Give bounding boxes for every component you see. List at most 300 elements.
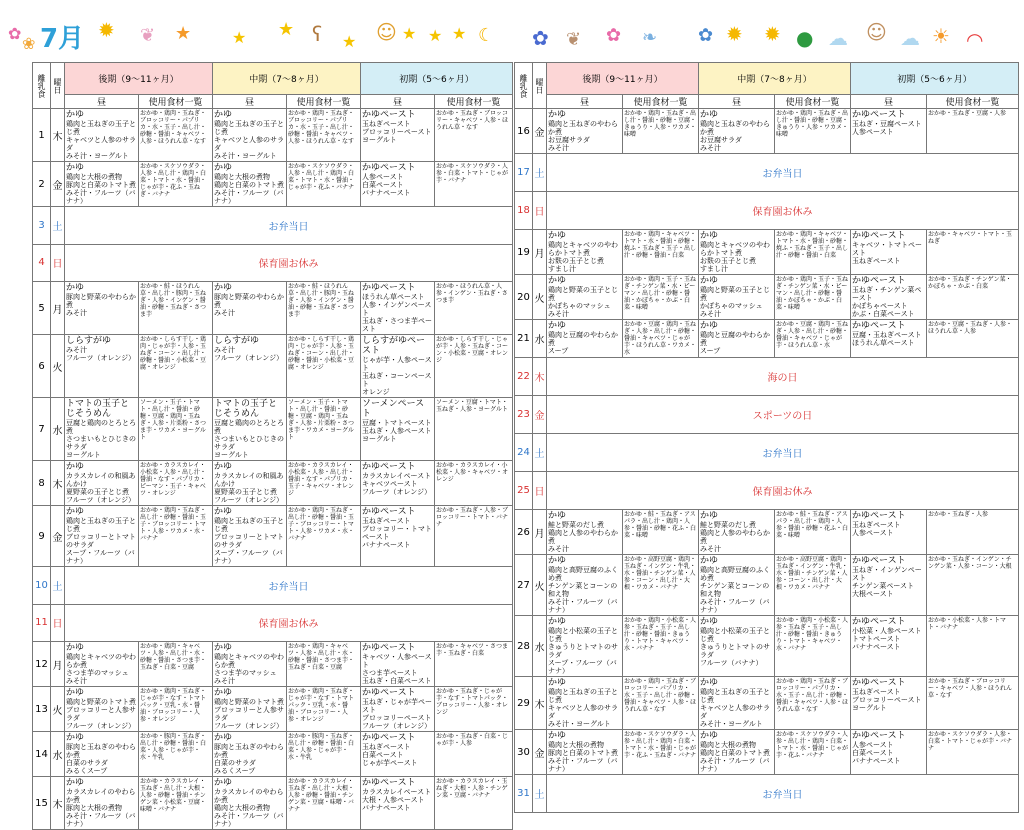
col-header-ingredients: 使用食材一覧 xyxy=(139,95,213,109)
ingredients-late: おかゆ・鶏肉・玉ねぎ・ブロッコリー・パプリカ・水・玉子・出し汁・砂糖・醤油・キャベツ・人参・ほうれん草・なす xyxy=(623,677,699,730)
col-header-ingredients: 使用食材一覧 xyxy=(775,95,851,109)
menu-item: 鶏肉と高野豆腐のふくめ煮 xyxy=(700,566,770,582)
menu-item: きゅうりとトマトのサラダ xyxy=(700,643,770,659)
ingredients-early: おかゆ・ほうれん草・人参・インゲン・玉ねぎ・さつま芋 xyxy=(435,282,513,335)
star-icon: ★ xyxy=(428,26,443,45)
rabbit-icon: ❦ xyxy=(140,25,156,46)
menu-item: キャベツと人参のサラダ xyxy=(548,704,618,720)
ingredients-late: ソーメン・玉子・トマト・出し汁・醤油・砂糖・豆腐・鶏肉・玉ねぎ・人参・片栗粉・さつま芋・ワカメ・ヨーグルト xyxy=(139,398,213,461)
menu-item: キャベツペースト xyxy=(362,480,418,488)
special-day-label: スポーツの日 xyxy=(547,396,1019,434)
col-header-late: 後期（9〜11ヶ月） xyxy=(65,63,213,95)
ingredients-early: おかゆ・小松菜・人参・トマト・バナナ xyxy=(927,616,1019,677)
menu-item: さつま芋のマッシュ xyxy=(214,669,277,677)
menu-item: かゆ xyxy=(700,231,719,241)
menu-item: みそ汁・フルーツ（バナナ） xyxy=(214,189,284,205)
menu-item: しらすがゆペースト xyxy=(362,336,426,356)
menu-item: ブロッコリーペースト xyxy=(362,714,432,722)
flower-icon: ✿ xyxy=(698,25,714,46)
weekday: 金 xyxy=(533,730,547,775)
menu-item: かゆ xyxy=(66,283,85,293)
lunch-menu-late xyxy=(547,275,623,320)
menu-item: かゆペースト xyxy=(852,678,906,688)
table-row xyxy=(515,192,1019,230)
ingredients-late: おかゆ・しらす干し・鶏肉・じゃが芋・人参・玉ねぎ・コーン・出し汁・砂糖・醤油・小松菜・豆腐・オレンジ xyxy=(139,335,213,398)
menu-item: 鶏肉と玉ねぎの玉子とじ煮 xyxy=(66,120,136,136)
menu-item: しらすがゆ xyxy=(214,336,260,346)
menu-item: かゆ xyxy=(700,556,719,566)
menu-item: カラスカレイの和風あんかけ xyxy=(66,472,136,488)
weekday: 土 xyxy=(533,434,547,472)
menu-item: みそ汁・フルーツ（バナナ） xyxy=(214,812,284,828)
weekday: 月 xyxy=(51,282,65,335)
col-header-mid: 中期（7〜8ヶ月） xyxy=(699,63,851,95)
menu-item: みそ汁 xyxy=(548,144,569,152)
menu-item: お麩の玉子とじ煮 xyxy=(700,257,756,265)
ingredients-early: おかゆ・玉ねぎ・チンゲン菜・かぼちゃ・かぶ・白菜 xyxy=(927,275,1019,320)
col-header-ingredients: 使用食材一覧 xyxy=(435,95,513,109)
menu-item: 玉ねぎ・豆腐ペースト xyxy=(852,120,922,128)
menu-item: かゆ xyxy=(214,507,233,517)
menu-item: みそ汁 xyxy=(700,545,721,553)
menu-item: 白菜ペースト xyxy=(362,751,404,759)
table-row xyxy=(33,282,513,335)
ingredients-late: おかゆ・鮭・ほうれん草・出し汁・豚肉・玉ねぎ・人参・インゲン・醤油・砂糖・玉ねぎ・さつま芋 xyxy=(139,282,213,335)
menu-item: 鶏肉と野菜のトマト煮 xyxy=(214,698,284,706)
menu-item: バナナペースト xyxy=(362,189,411,197)
table-row xyxy=(33,642,513,687)
menu-item: 豆腐・トマトペースト xyxy=(362,419,432,427)
day-number: 9 xyxy=(33,506,51,567)
menu-table-right xyxy=(514,62,1019,813)
weekday: 土 xyxy=(533,775,547,813)
menu-item: 豚肉と大根の煮物 xyxy=(66,804,122,812)
menu-item: チンゲン菜ペースト xyxy=(852,582,915,590)
lunch-menu-early xyxy=(361,506,435,567)
lunch-menu-mid xyxy=(699,320,775,358)
ingredients-mid: おかゆ・鶏肉・キャベツ・人参・出し汁・水・砂糖・醤油・さつま芋・玉ねぎ・白菜・豆腐 xyxy=(287,642,361,687)
menu-item: 白菜のサラダ xyxy=(214,759,256,767)
table-row xyxy=(515,358,1019,396)
ingredients-mid: おかゆ・しらす干し・鶏肉・じゃが芋・人参・玉ねぎ・コーン・出し汁・砂糖・醤油・小松菜・豆腐・オレンジ xyxy=(287,335,361,398)
ingredients-early: おかゆ・しらす干し・じゃが芋・人参・玉ねぎ・コーン・小松菜・豆腐・オレンジ xyxy=(435,335,513,398)
menu-item: みそ汁 xyxy=(548,545,569,553)
menu-item: かゆ xyxy=(548,617,567,627)
menu-item: みそ汁・フルーツ（バナナ） xyxy=(66,189,136,205)
col-header-day: 離乳食 xyxy=(33,63,51,109)
menu-item: チンゲン菜とコーンの和え物 xyxy=(548,582,618,598)
lunch-menu-mid xyxy=(213,461,287,506)
cloud-icon: ☁ xyxy=(900,26,920,50)
col-header-lunch: 昼 xyxy=(547,95,623,109)
lunch-menu-early xyxy=(851,677,927,730)
menu-item: 鶏肉と玉ねぎの玉子とじ煮 xyxy=(214,120,284,136)
menu-item: 鶏肉と玉ねぎの玉子とじ煮 xyxy=(700,688,770,704)
lunch-menu-mid xyxy=(699,730,775,775)
table-row xyxy=(33,567,513,605)
menu-item: 玉ねぎペースト xyxy=(362,120,411,128)
menu-item: ほうれん草ペースト xyxy=(362,293,425,301)
col-header-late: 後期（9〜11ヶ月） xyxy=(547,63,699,95)
menu-item: 豚肉と野菜のやわらか煮 xyxy=(66,293,136,309)
day-number: 19 xyxy=(515,230,533,275)
table-row xyxy=(33,687,513,732)
ingredients-late: おかゆ・鶏肉・キャベツ・人参・出し汁・水・砂糖・醤油・さつま芋・玉ねぎ・白菜・豆腐 xyxy=(139,642,213,687)
menu-item: 玉ねぎペースト xyxy=(852,521,901,529)
cloud-icon: ☁ xyxy=(828,26,848,50)
ingredients-early: おかゆ・玉ねぎ・じゃが芋・なす・トマトパック・ブロッコリー・人参・オレンジ xyxy=(435,687,513,732)
menu-item: 豚肉と白菜のトマト煮 xyxy=(66,181,136,189)
menu-item: 鶏肉と野菜の玉子とじ煮 xyxy=(548,286,618,302)
header-banner xyxy=(0,0,1024,62)
menu-item: トマトの玉子とじそうめん xyxy=(66,399,130,419)
menu-item: じゃが芋・人参ペースト xyxy=(362,356,432,372)
weekday: 土 xyxy=(51,207,65,245)
lunch-menu-mid xyxy=(213,506,287,567)
menu-item: 玉ねぎ・じゃが芋ペースト xyxy=(362,698,433,714)
menu-item: オレンジ xyxy=(362,388,390,396)
menu-item: 鶏肉とキャベツのやわらか煮 xyxy=(214,653,284,669)
ingredients-early: おかゆ・キャベツ・トマト・玉ねぎ xyxy=(927,230,1019,275)
lunch-menu-late xyxy=(65,506,139,567)
menu-item: かゆペースト xyxy=(852,110,906,120)
menu-item: 鶏肉と豆腐のやわらか煮 xyxy=(548,331,618,347)
ingredients-late: おかゆ・鶏肉・玉子・玉ねぎ・チンゲン菜・水・ピーマン・出し汁・砂糖・醤油・かぼちゃ・かぶ・白菜・味噌 xyxy=(623,275,699,320)
lunch-menu-late xyxy=(65,109,139,162)
menu-item: みそ汁 xyxy=(214,346,235,354)
menu-table-left xyxy=(32,62,513,830)
weekday: 木 xyxy=(51,777,65,830)
ingredients-late: おかゆ・カラスカレイ・玉ねぎ・出し汁・大根・人参・砂糖・醤油・チンゲン菜・小松菜・豆腐・味噌・バナナ xyxy=(139,777,213,830)
lunch-menu-late xyxy=(65,777,139,830)
menu-item: キャベツ・人参ペースト xyxy=(362,653,432,669)
menu-item: かゆ xyxy=(700,678,719,688)
menu-item: みそ汁・フルーツ（バナナ） xyxy=(548,598,618,614)
col-header-lunch: 昼 xyxy=(699,95,775,109)
menu-item: 鶏肉とキャベツのやわらかトマト煮 xyxy=(700,241,770,257)
day-number: 2 xyxy=(33,162,51,207)
lunch-menu-early xyxy=(851,510,927,555)
lunch-menu-late xyxy=(547,730,623,775)
menu-item: 小松菜・人参ペースト xyxy=(852,627,922,635)
menu-item: バナナペースト xyxy=(852,757,901,765)
menu-item: カラスカレイの和風あんかけ xyxy=(214,472,284,488)
ingredients-mid: おかゆ・鮭・ほうれん草・出し汁・豚肉・玉ねぎ・人参・インゲン・醤油・砂糖・玉ねぎ・さつま芋 xyxy=(287,282,361,335)
menu-item: トマトの玉子とじそうめん xyxy=(214,399,278,419)
special-day-label: お弁当日 xyxy=(65,207,513,245)
menu-item: かゆペースト xyxy=(362,283,416,293)
ingredients-late: おかゆ・鶏肉・玉ねぎ・じゃが芋・なす・トマトパック・豆乳・水・醤油・ブロッコリー・人参・オレンジ xyxy=(139,687,213,732)
menu-item: ブロッコリーと人参サラダ xyxy=(66,706,136,722)
menu-item: みるくスープ xyxy=(214,767,256,775)
lunch-menu-late xyxy=(547,616,623,677)
day-number: 12 xyxy=(33,642,51,687)
star-icon: ★ xyxy=(402,24,417,43)
shooting-star-icon: ★ xyxy=(175,23,192,44)
day-number: 7 xyxy=(33,398,51,461)
menu-item: 白菜ペースト xyxy=(362,181,404,189)
menu-item: 豆腐・玉ねぎペースト xyxy=(852,331,922,339)
lunch-menu-mid xyxy=(699,109,775,154)
menu-item: 人参ペースト xyxy=(852,741,894,749)
ingredients-early: おかゆ・玉ねぎ・豆腐・人参 xyxy=(927,109,1019,154)
menu-item: かゆペースト xyxy=(362,507,416,517)
lunch-menu-mid xyxy=(213,109,287,162)
table-row xyxy=(515,677,1019,730)
menu-item: 玉ねぎペースト xyxy=(852,688,901,696)
menu-item: かゆ xyxy=(548,678,567,688)
day-number: 21 xyxy=(515,320,533,358)
lunch-menu-late xyxy=(547,555,623,616)
menu-item: しらすがゆ xyxy=(66,336,112,346)
menu-item: ブロッコリーとトマトのサラダ xyxy=(214,533,284,549)
menu-item: 鶏肉と玉ねぎの玉子とじ煮 xyxy=(548,688,618,704)
menu-item: かぼちゃのマッシュ xyxy=(700,302,763,310)
col-header-early: 初期（5〜6ヶ月） xyxy=(361,63,513,95)
flower-icon: ✿ xyxy=(606,25,622,46)
day-number: 22 xyxy=(515,358,533,396)
menu-item: かゆペースト xyxy=(852,511,906,521)
ingredients-late: おかゆ・スケソウダラ・人参・出し汁・鶏肉・白菜・トマト・水・醤油・じゃが芋・花ふ・玉ねぎ・バナナ xyxy=(623,730,699,775)
menu-item: スープ・フルーツ（バナナ） xyxy=(66,549,135,565)
menu-item: カラスカレイのやわらか煮 xyxy=(66,788,136,804)
menu-item: かゆペースト xyxy=(362,688,416,698)
lunch-menu-late xyxy=(65,335,139,398)
menu-item: 鶏肉と玉ねぎの玉子とじ煮 xyxy=(214,517,284,533)
weekday: 水 xyxy=(533,616,547,677)
menu-item: かゆ xyxy=(66,733,85,743)
table-row xyxy=(515,275,1019,320)
menu-item: ヨーグルト xyxy=(362,435,397,443)
star-icon: ★ xyxy=(452,24,467,43)
menu-item: 玉ねぎ・人参ペースト xyxy=(362,427,432,435)
weekday: 火 xyxy=(533,555,547,616)
day-number: 8 xyxy=(33,461,51,506)
menu-item: バナナペースト xyxy=(362,804,411,812)
col-header-mid: 中期（7〜8ヶ月） xyxy=(213,63,361,95)
weekday: 土 xyxy=(533,154,547,192)
ingredients-early: おかゆ・玉ねぎ・ブロッコリー・キャベツ・人参・ほうれん草・なす xyxy=(435,109,513,162)
menu-item: 鶏肉と小松菜の玉子とじ煮 xyxy=(700,627,770,643)
day-number: 1 xyxy=(33,109,51,162)
ingredients-early: ソーメン・豆腐・トマト・玉ねぎ・人参・ヨーグルト xyxy=(435,398,513,461)
day-number: 17 xyxy=(515,154,533,192)
table-row xyxy=(33,244,513,282)
ingredients-mid: おかゆ・鮭・玉ねぎ・アスパラ・出し汁・鶏肉・人参・醤油・砂糖・花ふ・白菜・味噌 xyxy=(775,510,851,555)
weekday: 火 xyxy=(51,687,65,732)
menu-item: かゆ xyxy=(548,321,567,331)
day-number: 15 xyxy=(33,777,51,830)
table-row xyxy=(33,732,513,777)
menu-item: フルーツ（オレンジ） xyxy=(66,354,136,362)
lunch-menu-late xyxy=(547,510,623,555)
lunch-menu-early xyxy=(851,109,927,154)
lunch-menu-mid xyxy=(213,162,287,207)
menu-item: カラスカレイペースト xyxy=(362,472,432,480)
menu-item: かゆ xyxy=(548,556,567,566)
menu-item: トマトペースト xyxy=(852,635,901,643)
menu-item: キャベツ・トマトペースト xyxy=(852,241,923,257)
col-header-day: 離乳食 xyxy=(515,63,533,109)
ingredients-early: おかゆ・玉ねぎ・白菜・じゃが芋・人参 xyxy=(435,732,513,777)
weekday: 火 xyxy=(51,335,65,398)
table-row xyxy=(33,506,513,567)
weekday: 日 xyxy=(533,192,547,230)
ingredients-early: おかゆ・玉ねぎ・インゲン・チンゲン菜・人参・コーン・大根 xyxy=(927,555,1019,616)
bear-icon: ʕ xyxy=(312,22,323,46)
table-row xyxy=(33,335,513,398)
ingredients-late: おかゆ・鶏肉・玉ねぎ・ブロッコリー・パプリカ・水・玉子・出し汁・砂糖・醤油・キャベツ・人参・ほうれん草・なす xyxy=(139,109,213,162)
special-day-label: お弁当日 xyxy=(547,154,1019,192)
table-row xyxy=(515,555,1019,616)
menu-item: チンゲン菜とコーンの和え物 xyxy=(700,582,770,598)
col-header-lunch: 昼 xyxy=(851,95,927,109)
ingredients-late: おかゆ・豆腐・鶏肉・玉ねぎ・人参・出し汁・砂糖・醤油・キャベツ・じゃが芋・ほうれん草・ワカメ・水 xyxy=(623,320,699,358)
lunch-menu-late xyxy=(65,461,139,506)
weekday: 日 xyxy=(51,604,65,642)
menu-item: フルーツ（オレンジ） xyxy=(66,722,136,730)
table-row xyxy=(515,230,1019,275)
menu-item: みそ汁・ヨーグルト xyxy=(548,720,611,728)
menu-item: かゆペースト xyxy=(852,731,906,741)
lunch-menu-mid xyxy=(699,230,775,275)
weekday: 火 xyxy=(533,275,547,320)
lunch-menu-mid xyxy=(213,398,287,461)
lunch-menu-late xyxy=(547,677,623,730)
menu-item: かゆ xyxy=(548,231,567,241)
table-row xyxy=(33,461,513,506)
menu-item: 玉ねぎ・インゲンペースト xyxy=(852,566,922,582)
menu-item: 人参・インゲンペースト xyxy=(362,301,432,317)
lunch-menu-early xyxy=(361,732,435,777)
menu-item: 玉ねぎ・チンゲン菜ペースト xyxy=(852,286,922,302)
menu-item: かゆ xyxy=(66,643,85,653)
ingredients-late: おかゆ・カラスカレイ・小松菜・人参・出し汁・醤油・なす・パプリカ・ピーマン・玉子・キャベツ・オレンジ xyxy=(139,461,213,506)
lunch-menu-late xyxy=(65,642,139,687)
menu-item: ヨーグルト xyxy=(66,451,101,459)
lunch-menu-early xyxy=(851,555,927,616)
ingredients-mid: おかゆ・鶏肉・玉ねぎ・出し汁・醤油・砂糖・豆腐・きゅうり・人参・ワカメ・味噌 xyxy=(775,109,851,154)
menu-item: みそ汁 xyxy=(214,677,235,685)
menu-item: みそ汁 xyxy=(700,144,721,152)
menu-item: かゆ xyxy=(214,283,233,293)
table-row xyxy=(515,730,1019,775)
flower-icon: ✿ xyxy=(8,24,22,43)
menu-item: キャベツと人参のサラダ xyxy=(66,136,136,152)
lunch-menu-early xyxy=(851,616,927,677)
ingredients-late: おかゆ・豚肉・玉ねぎ・出し汁・砂糖・醤油・白菜・人参・じゃが芋・水・牛乳 xyxy=(139,732,213,777)
menu-item: フルーツ（オレンジ） xyxy=(214,354,284,362)
menu-item: 人参ペースト xyxy=(852,128,894,136)
special-day-label: 保育園お休み xyxy=(65,604,513,642)
menu-item: 鶏肉と玉ねぎのやわらか煮 xyxy=(700,120,770,136)
menu-item: かゆペースト xyxy=(852,556,906,566)
menu-item: みそ汁・ヨーグルト xyxy=(700,720,763,728)
menu-item: 豚肉と野菜のやわらか煮 xyxy=(214,293,284,309)
menu-item: かゆ xyxy=(700,276,719,286)
menu-item: 鶏肉とキャベツのやわらかトマト煮 xyxy=(548,241,618,257)
menu-item: みそ汁 xyxy=(700,310,721,318)
menu-item: 大根ペースト xyxy=(852,590,894,598)
menu-item: 鶏肉と高野豆腐のふくめ煮 xyxy=(548,566,618,582)
menu-item: ブロッコリーペースト xyxy=(362,128,432,136)
bird-icon: ❧ xyxy=(642,27,658,48)
ingredients-early: おかゆ・玉ねぎ・人参 xyxy=(927,510,1019,555)
menu-item: フルーツ（オレンジ） xyxy=(362,722,432,730)
menu-item: フルーツ（オレンジ） xyxy=(214,722,284,730)
menu-item: キャベツと人参のサラダ xyxy=(700,704,770,720)
weekday: 木 xyxy=(51,461,65,506)
menu-item: みそ汁 xyxy=(66,677,87,685)
menu-item: 鮭と野菜のだし煮 xyxy=(548,521,604,529)
ingredients-early: おかゆ・カラスカレイ・玉ねぎ・大根・人参・チンゲン菜・豆腐・バナナ xyxy=(435,777,513,830)
lunch-menu-mid xyxy=(213,282,287,335)
col-header-ingredients: 使用食材一覧 xyxy=(287,95,361,109)
ingredients-mid: おかゆ・スケソウダラ・人参・出し汁・鶏肉・白菜・トマト・水・醤油・じゃが芋・花ふ・バナナ xyxy=(287,162,361,207)
ingredients-mid: おかゆ・鶏肉・玉ねぎ・ブロッコリー・パプリカ・水・玉子・出し汁・砂糖・醤油・キャベツ・人参・ほうれん草・なす xyxy=(287,109,361,162)
table-row xyxy=(515,396,1019,434)
ingredients-late: おかゆ・鶏肉・玉ねぎ・出し汁・砂糖・醤油・玉子・ブロッコリー・トマト・人参・ワカメ・水・バナナ xyxy=(139,506,213,567)
menu-item: かゆペースト xyxy=(362,110,416,120)
moon-icon: ☾ xyxy=(478,25,495,46)
lunch-menu-late xyxy=(65,398,139,461)
menu-item: じゃが芋ペースト xyxy=(362,759,418,767)
ingredients-late: おかゆ・鶏肉・玉ねぎ・出し汁・醤油・砂糖・豆腐・きゅうり・人参・ワカメ・味噌 xyxy=(623,109,699,154)
table-row xyxy=(33,777,513,830)
menu-item: かゆ xyxy=(214,688,233,698)
menu-item: かゆ xyxy=(214,163,233,173)
menu-item: かゆペースト xyxy=(362,462,416,472)
menu-item: すまし汁 xyxy=(548,265,576,273)
ingredients-mid: おかゆ・鶏肉・玉ねぎ・ブロッコリー・パプリカ・水・玉子・出し汁・砂糖・醤油・キャベツ・人参・ほうれん草・なす xyxy=(775,677,851,730)
menu-item: かゆ xyxy=(548,110,567,120)
day-number: 14 xyxy=(33,732,51,777)
menu-item: かゆペースト xyxy=(362,778,416,788)
sunflower-icon: ✹ xyxy=(764,22,781,46)
menu-item: きゅうりとトマトのサラダ xyxy=(548,643,618,659)
menu-item: お豆腐サラダ xyxy=(700,136,742,144)
day-number: 10 xyxy=(33,567,51,605)
lunch-menu-late xyxy=(65,732,139,777)
menu-item: かゆ xyxy=(548,511,567,521)
menu-item: 夏野菜の玉子とじ煮 xyxy=(66,488,129,496)
lunch-menu-late xyxy=(547,109,623,154)
lunch-menu-late xyxy=(547,230,623,275)
ingredients-late: おかゆ・高野豆腐・鶏肉・玉ねぎ・インゲン・牛乳・水・醤油・チンゲン菜・人参・コーン・出し汁・大根・ワカメ・バナナ xyxy=(623,555,699,616)
weekday: 木 xyxy=(51,109,65,162)
ingredients-mid: おかゆ・鶏肉・玉ねぎ・出し汁・砂糖・醤油・玉子・ブロッコリー・トマト・人参・ワカメ・水・バナナ xyxy=(287,506,361,567)
lunch-menu-mid xyxy=(699,275,775,320)
menu-item: 鶏肉と大根の煮物 xyxy=(214,173,270,181)
menu-item: 人参ペースト xyxy=(852,529,894,537)
menu-item: フルーツ（オレンジ） xyxy=(66,496,136,504)
day-number: 26 xyxy=(515,510,533,555)
ingredients-late: おかゆ・鮭・玉ねぎ・アスパラ・出し汁・鶏肉・人参・醤油・砂糖・花ふ・白菜・味噌 xyxy=(623,510,699,555)
menu-item: ブロッコリーとトマトのサラダ xyxy=(66,533,136,549)
menu-item: かゆ xyxy=(214,110,233,120)
ingredients-mid: おかゆ・高野豆腐・鶏肉・玉ねぎ・インゲン・牛乳・水・醤油・チンゲン菜・人参・コーン・出し汁・大根・ワカメ・バナナ xyxy=(775,555,851,616)
menu-item: かゆ xyxy=(700,511,719,521)
menu-item: かゆ xyxy=(66,507,85,517)
table-row xyxy=(515,434,1019,472)
special-day-label: 保育園お休み xyxy=(65,244,513,282)
menu-item: 鶏肉と野菜の玉子とじ煮 xyxy=(700,286,770,302)
lunch-menu-early xyxy=(851,230,927,275)
menu-item: 玉ねぎ・さつま芋ペースト xyxy=(362,317,433,333)
day-number: 29 xyxy=(515,677,533,730)
day-number: 24 xyxy=(515,434,533,472)
menu-item: スープ xyxy=(700,347,721,355)
